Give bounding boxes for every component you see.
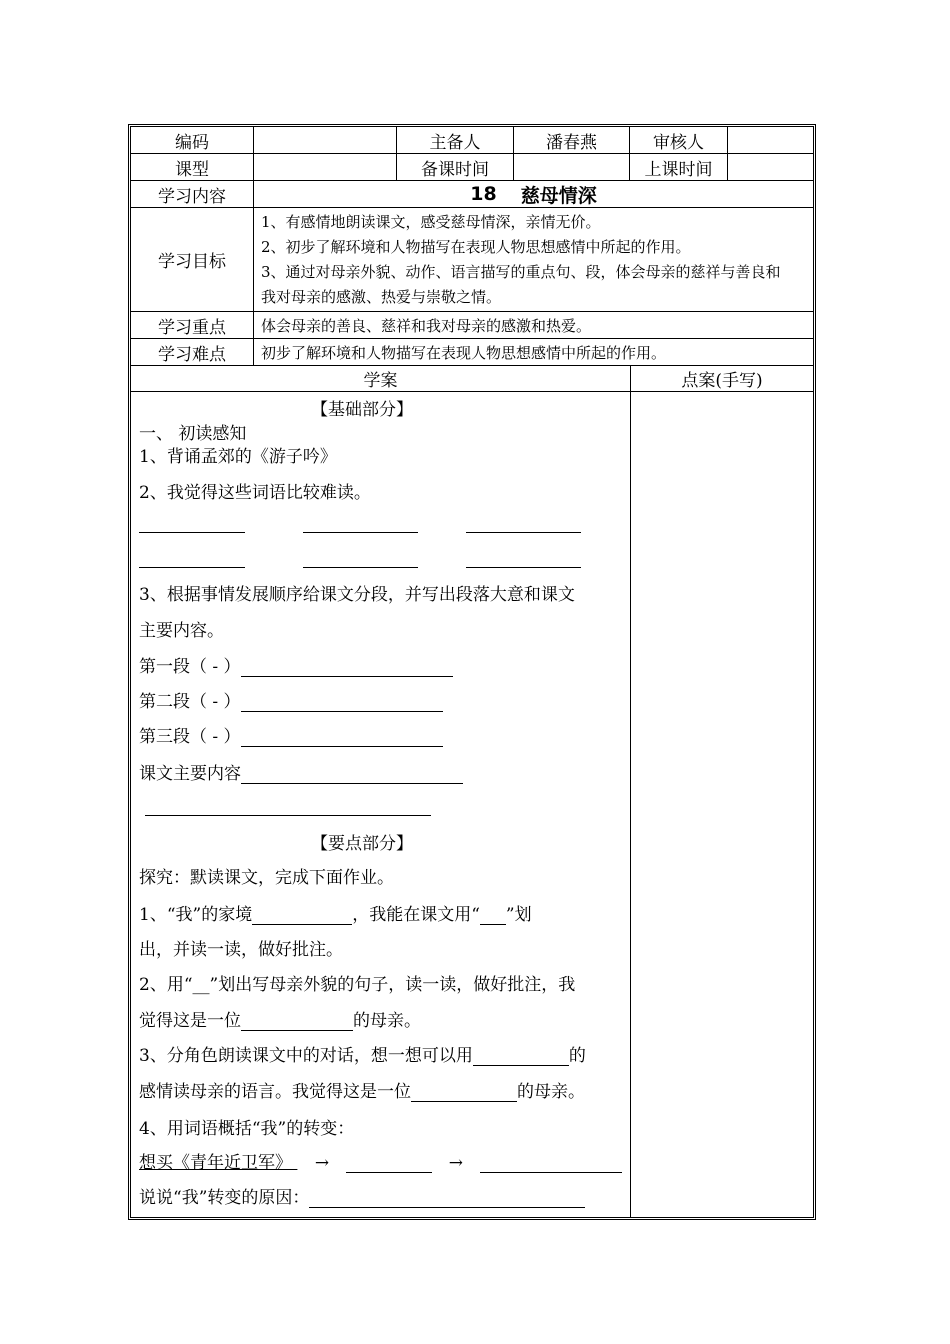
segment-3 bbox=[139, 727, 443, 747]
key-question-4: 4、用词语概括“我”的转变： bbox=[139, 1119, 355, 1139]
answer-blank[interactable] bbox=[139, 532, 245, 533]
reason-label: 说说“我”转变的原因： bbox=[139, 1188, 310, 1208]
reviewer-value[interactable] bbox=[728, 127, 813, 153]
prep-time-value[interactable] bbox=[514, 154, 629, 180]
key-q2-text-a: 2、用“ bbox=[139, 975, 193, 995]
answer-blank[interactable] bbox=[466, 567, 581, 568]
key-q3-text-c: 感情读母亲的语言。我觉得这是一位 bbox=[139, 1082, 411, 1102]
goal-line: 1、有感情地朗读课文，感受慈母情深，亲情无价。 bbox=[261, 213, 601, 231]
transformation-blank-1[interactable] bbox=[346, 1154, 432, 1173]
question-3: 3、根据事情发展顺序给课文分段，并写出段落大意和课文 bbox=[139, 585, 575, 605]
main-content bbox=[139, 764, 463, 784]
arrow-icon: → bbox=[314, 1153, 330, 1173]
study-plan-header: 学案 bbox=[363, 371, 398, 391]
key-part-heading: 【要点部分】 bbox=[311, 834, 413, 854]
difficulties-text: 初步了解环境和人物描写在表现人物思想感情中所起的作用。 bbox=[261, 344, 667, 362]
key-question-1-cont: 出，并读一读，做好批注。 bbox=[139, 940, 343, 960]
key-question-3-cont bbox=[139, 1082, 585, 1102]
section-title: 一、 初读感知 bbox=[139, 424, 247, 444]
key-q2-text-c: 觉得这是一位 bbox=[139, 1011, 241, 1031]
reason-row bbox=[139, 1188, 585, 1208]
arrow-icon: → bbox=[448, 1153, 463, 1173]
key-question-2 bbox=[139, 975, 575, 995]
key-q1-blank[interactable] bbox=[252, 906, 352, 925]
key-q1-text-c: ”划 bbox=[505, 905, 532, 925]
answer-blank[interactable] bbox=[303, 567, 418, 568]
key-points-label: 学习重点 bbox=[158, 317, 226, 338]
preparer-value: 潘春燕 bbox=[546, 132, 597, 153]
key-q2-blank[interactable] bbox=[241, 1012, 353, 1031]
key-q3-text-a: 3、分角色朗读课文中的对话，想一想可以用 bbox=[139, 1046, 473, 1066]
segment-1 bbox=[139, 657, 453, 677]
answer-blank[interactable] bbox=[139, 567, 245, 568]
goal-line: 2、初步了解环境和人物描写在表现人物思想感情中所起的作用。 bbox=[261, 238, 691, 256]
transformation-start: 想买《青年近卫军》 bbox=[139, 1153, 298, 1173]
key-q3-text-d: 的母亲。 bbox=[517, 1082, 585, 1102]
lesson-plan-table bbox=[128, 124, 816, 1220]
key-question-1 bbox=[139, 905, 532, 925]
class-time-value[interactable] bbox=[728, 154, 813, 180]
key-q1-text-a: 1、“我”的家境 bbox=[139, 905, 253, 925]
transformation-blank-2[interactable] bbox=[480, 1154, 622, 1173]
goal-line: 我对母亲的感激、热爱与崇敬之情。 bbox=[261, 288, 502, 306]
preparer-label: 主备人 bbox=[429, 132, 481, 153]
prep-time-label: 备课时间 bbox=[421, 159, 489, 180]
key-part-intro: 探究：默读课文，完成下面作业。 bbox=[139, 868, 394, 888]
main-content-label: 课文主要内容 bbox=[139, 764, 241, 784]
goals-label: 学习目标 bbox=[158, 252, 226, 272]
key-q3-blank-2[interactable] bbox=[411, 1083, 517, 1102]
key-question-2-cont bbox=[139, 1011, 421, 1031]
content-label: 学习内容 bbox=[158, 186, 226, 207]
transformation-row bbox=[139, 1153, 622, 1173]
segment-3-label: 第三段（ - ） bbox=[139, 727, 241, 747]
code-label: 编码 bbox=[175, 132, 209, 153]
answer-blank[interactable] bbox=[466, 532, 581, 533]
lesson-number: 18 bbox=[470, 183, 497, 205]
row-divider bbox=[131, 391, 813, 392]
segment-2-label: 第二段（ - ） bbox=[139, 692, 241, 712]
code-value[interactable] bbox=[254, 127, 396, 153]
lesson-type-value[interactable] bbox=[254, 154, 396, 180]
question-2: 2、我觉得这些词语比较难读。 bbox=[139, 483, 371, 503]
lesson-title bbox=[254, 181, 813, 207]
key-q3-blank[interactable] bbox=[473, 1047, 569, 1066]
key-q2-text-b: ”划出写母亲外貌的句子，读一读，做好批注，我 bbox=[209, 975, 576, 995]
key-q3-text-b: 的 bbox=[568, 1046, 586, 1066]
key-q1-mark-blank[interactable] bbox=[480, 906, 506, 925]
key-points-text: 体会母亲的善良、慈祥和我对母亲的感激和热爱。 bbox=[261, 317, 592, 335]
lesson-title-text: 慈母情深 bbox=[520, 184, 597, 207]
goal-line: 3、通过对母亲外貌、动作、语言描写的重点句、段，体会母亲的慈祥与善良和 bbox=[261, 263, 781, 281]
basic-heading: 【基础部分】 bbox=[311, 400, 413, 420]
reviewer-label: 审核人 bbox=[653, 132, 704, 153]
key-q1-text-b: ，我能在课文用“ bbox=[352, 905, 480, 925]
answer-blank[interactable] bbox=[303, 532, 418, 533]
segment-1-label: 第一段（ - ） bbox=[139, 657, 241, 677]
col-divider bbox=[630, 365, 631, 1217]
key-q2-mark: __ bbox=[192, 975, 210, 995]
segment-1-blank[interactable] bbox=[241, 658, 453, 677]
key-q2-text-d: 的母亲。 bbox=[353, 1011, 421, 1031]
key-question-3 bbox=[139, 1046, 586, 1066]
segment-2-blank[interactable] bbox=[241, 693, 443, 712]
question-1: 1、背诵孟郊的《游子吟》 bbox=[139, 447, 337, 467]
notes-header: 点案(手写) bbox=[681, 371, 763, 391]
question-3-cont: 主要内容。 bbox=[139, 621, 224, 641]
main-content-blank-2[interactable] bbox=[145, 815, 431, 816]
difficulties-label: 学习难点 bbox=[158, 344, 226, 365]
main-content-blank[interactable] bbox=[241, 765, 463, 784]
reason-blank[interactable] bbox=[309, 1189, 585, 1208]
lesson-type-label: 课型 bbox=[175, 159, 209, 180]
segment-2 bbox=[139, 692, 443, 712]
class-time-label: 上课时间 bbox=[644, 159, 713, 180]
segment-3-blank[interactable] bbox=[241, 728, 443, 747]
